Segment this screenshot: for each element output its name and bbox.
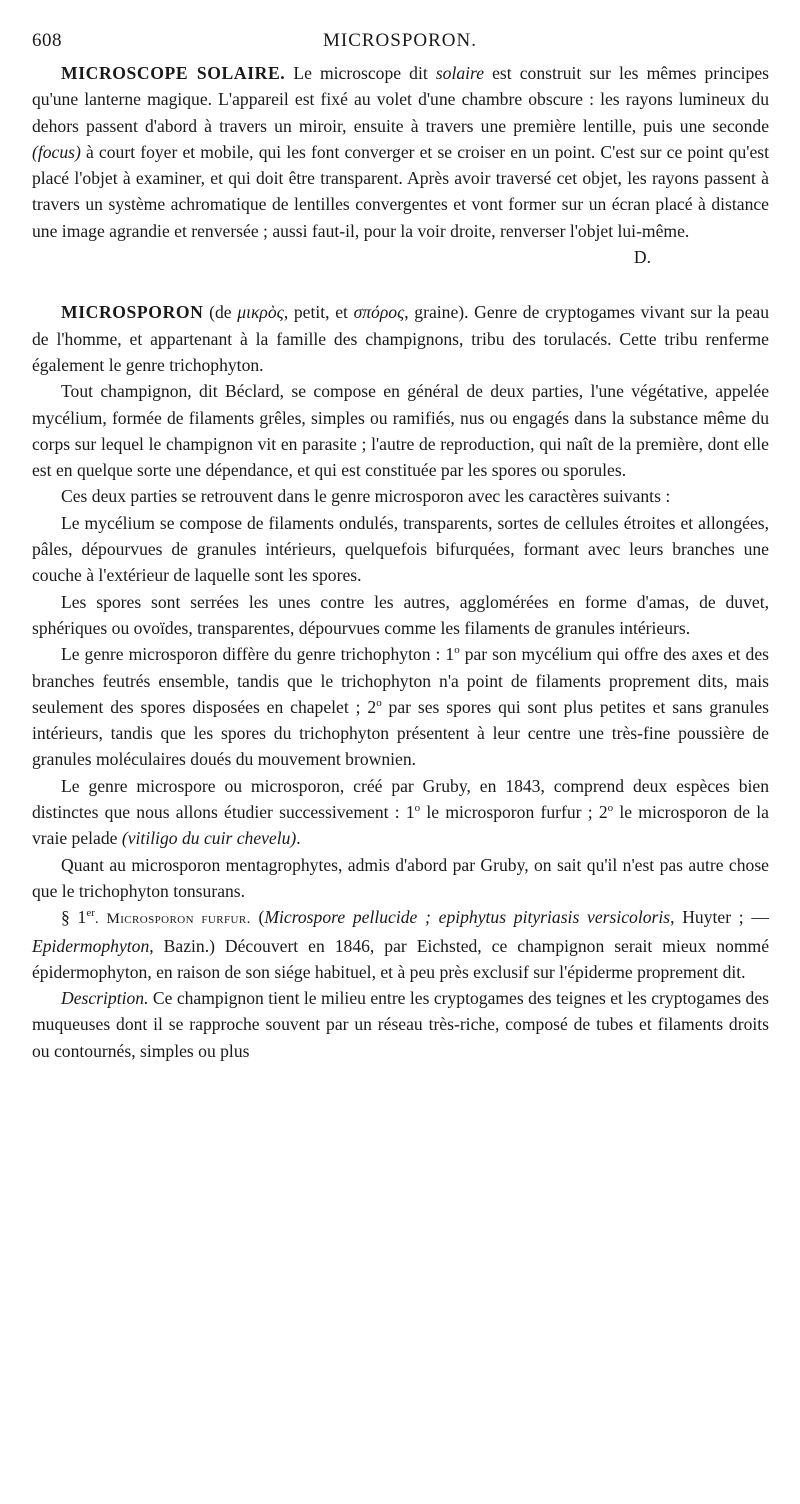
- page-number: 608: [32, 30, 62, 51]
- text-run: (: [250, 907, 265, 928]
- text-run: , Huyter ; —: [670, 907, 770, 928]
- text-run: Le genre microsporon diffère du genre trichophyton : 1: [61, 644, 455, 665]
- page-body: [32, 60, 769, 1064]
- running-title: MICROSPORON.: [322, 30, 477, 51]
- italic-term: Microspore pellucide ; epiphytus pityriasis versicoloris: [264, 907, 671, 928]
- paragraph: Les spores sont serrées les unes contre les autres, agglomérées en forme d'amas, de duvet, sphériques ou ovoïdes, transparentes, dépourvues comme les filaments de granules intérieurs.: [32, 591, 769, 638]
- text-run: est construit sur les mêmes principes qu'une lanterne magique. L'appareil est fixé au volet d'une chambre obscure : les rayons lumineux du dehors passent d'abord à travers un miroir, ensuite à travers une première lentille, puis une seconde: [32, 63, 769, 136]
- text-run: , petit, et: [283, 302, 354, 323]
- text-run: .: [296, 828, 301, 849]
- section-microsporon-furfur: [32, 904, 769, 985]
- paragraph: Quant au microsporon mentagrophytes, admis d'abord par Gruby, on sait qu'il n'est pas autre chose que le trichophyton tonsurans.: [32, 854, 769, 901]
- paragraph-species: [32, 773, 769, 852]
- section-title: . Microsporon furfur.: [94, 911, 251, 928]
- paragraph-description: [32, 985, 769, 1064]
- article-microsporon-intro: [32, 299, 769, 378]
- italic-term: (vitiligo du cuir chevelu): [121, 828, 297, 849]
- description-label: Description.: [61, 988, 149, 1009]
- text-run: Le genre microspore ou microsporon, créé par Gruby, en 1843, comprend deux espèces bien distinctes que nous allons étudier successivement : 1: [32, 775, 769, 823]
- paragraph: Le mycélium se compose de filaments ondulés, transparents, sortes de cellules étroites et allongées, pâles, dépourvues de granules intérieurs, quelquefois bifurquées, formant avec leurs branches une couche à l'extérieur de laquelle sont les spores.: [32, 512, 769, 586]
- text-run: à court foyer et mobile, qui les font converger et se croiser en un point. C'est sur ce point qu'est placé l'objet à examiner, et qui doit être transparent. Après avoir traversé cet objet, les rayons passent à travers un système achromatique de lentilles convergentes et vont former sur un écran placé à distance une image agrandie et renversée ; aussi faut-il, pour la voir droite, renverser l'objet lui-même.: [32, 141, 769, 241]
- greek-word: μικρὸς: [237, 302, 284, 323]
- section-mark-superscript: er: [86, 907, 95, 920]
- text-run: , graine). Genre de cryptogames vivant sur la peau de l'homme, et appartenant à la famille des champignons, tribu des torulacés. Cette tribu renferme également le genre trichophyton.: [32, 302, 769, 375]
- paragraph-comparison: [32, 641, 769, 772]
- headword-microsporon: MICROSPORON: [61, 302, 204, 323]
- page-header: [32, 30, 768, 60]
- ordinal-superscript: o: [414, 802, 421, 815]
- greek-word: σπόρος: [353, 302, 405, 323]
- paragraph: Ces deux parties se retrouvent dans le genre microsporon avec les caractères suivants :: [61, 486, 671, 507]
- text-run: (de: [203, 302, 238, 323]
- text-run: par ses spores qui sont plus petites et sans granules intérieurs, tandis que les spores du trichophyton présentent à leur centre une très-fine poussière de granules moléculaires doués du mouvement brownien.: [32, 696, 770, 770]
- article-microscope-solaire: [32, 60, 769, 244]
- italic-term: solaire: [435, 63, 485, 83]
- text-run: le microsporon de la vraie pelade: [32, 802, 769, 849]
- italic-term: Epidermophyton: [32, 935, 150, 956]
- text-run: par son mycélium qui offre des axes et des branches feutrés ensemble, tandis que le trichophyton n'a point de filaments proprement dits, mais seulement des spores disposées en chapelet ; 2: [32, 644, 769, 717]
- author-signature: D.: [633, 247, 651, 268]
- text-run: le microsporon furfur ; 2: [420, 802, 608, 823]
- section-mark: § 1: [61, 907, 87, 928]
- ordinal-superscript: o: [454, 644, 460, 657]
- text-run: , Bazin.) Découvert en 1846, par Eichsted, ce champignon serait mieux nommé épidermophyton, en raison de son siége habituel, et à peu près exclusif sur l'épiderme proprement dit.: [32, 935, 769, 982]
- paragraph: Tout champignon, dit Béclard, se compose en général de deux parties, l'une végétative, appelée mycélium, formée de filaments grêles, simples ou ramifiés, nus ou engagés dans la substance même du corps sur lequel le champignon vit en parasite ; l'autre de reproduction, qui naît de la première, dont elle est en quelque sorte une dépendance, et qui est constituée par les spores ou sporules.: [32, 381, 769, 481]
- italic-term: (focus): [32, 141, 81, 162]
- ordinal-superscript: o: [607, 802, 614, 815]
- ordinal-superscript: o: [376, 696, 382, 709]
- text-run: Le microscope dit: [285, 63, 436, 83]
- text-run: Ce champignon tient le milieu entre les cryptogames des teignes et les cryptogames des muqueuses dont il se rapproche souvent par un réseau très-riche, composé de tubes et filaments droits ou contournés, simples ou plus: [32, 988, 769, 1061]
- headword-microscope-solaire: MICROSCOPE SOLAIRE.: [61, 63, 286, 83]
